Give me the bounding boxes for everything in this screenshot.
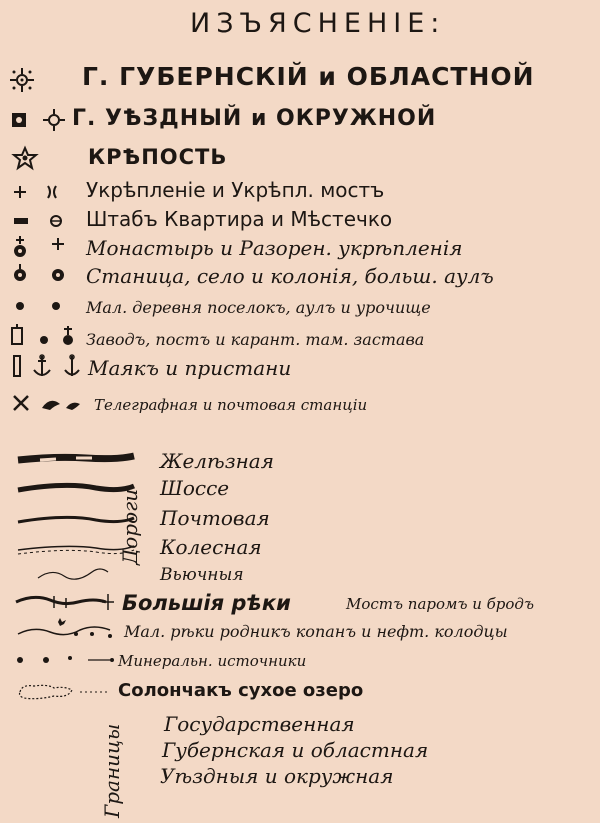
small-river-icon [14,616,124,644]
road-trail-label: Вьючныя [160,565,244,585]
post-road-line-icon [18,517,134,522]
pack-trail-line-icon [38,569,108,579]
legend-title: ИЗЪЯСНЕНIЕ: [190,8,446,39]
border-province-label: Губернская и областная [162,738,429,762]
mineral-spring-icon [14,648,124,670]
big-river-note: Мостъ паромъ и бродъ [346,595,534,613]
district-city-icon [10,108,70,132]
big-river-label: Большiя рѣки [122,591,291,615]
border-district-label: Уѣздныя и окружная [160,764,394,788]
mineral-spring-label: Минеральн. источники [118,652,307,670]
road-railway-label: Желѣзная [160,449,274,473]
road-post-label: Почтовая [160,506,270,530]
telegraph-post-icon [10,392,86,414]
lighthouse-anchor-icon [10,352,84,382]
salt-marsh-label: Солончакъ сухое озеро [118,680,364,701]
district-city-label: Г. УѢЗДНЫЙ и ОКРУЖНОЙ [72,106,437,131]
fortification-label: Укрѣпленiе и Укрѣпл. мостъ [86,178,385,202]
provincial-city-label: Г. ГУБЕРНСКIЙ и ОБЛАСТНОЙ [82,62,535,91]
fortress-icon [12,146,38,170]
fortification-icon [12,182,62,202]
big-river-icon [14,590,124,618]
road-highway-label: Шоссе [160,476,230,500]
factory-post-icon [8,322,82,350]
provincial-city-icon [8,66,36,94]
road-cart-label: Колесная [160,535,262,559]
monastery-label: Монастырь и Разорен. укрѣпленiя [86,236,463,260]
hamlet-icon [12,298,68,314]
headquarters-label: Штабъ Квартира и Мѣстечко [86,207,393,231]
lighthouse-label: Маякъ и пристани [88,356,292,380]
small-river-label: Мал. рѣки родникъ копанъ и нефт. колодцы [124,622,508,641]
fortress-label: КРѢПОСТЬ [88,145,228,169]
village-icon [12,262,68,284]
monastery-icon [12,234,68,262]
highway-line-icon [18,485,134,490]
road-lines [16,448,140,598]
factory-post-label: Заводъ, постъ и карант. там. застава [86,330,425,349]
hamlet-label: Мал. деревня поселокъ, аулъ и урочище [86,298,431,317]
railway-line-icon [18,456,134,460]
telegraph-label: Телеграфная и почтовая станцiи [94,396,368,414]
borders-heading: Границы [100,723,124,818]
roads-heading: Дороги [118,488,142,565]
headquarters-icon [12,212,68,230]
village-label: Станица, село и колонiя, больш. аулъ [86,264,494,288]
cart-road-line-icon [18,546,134,550]
salt-marsh-icon [14,680,114,702]
border-state-label: Государственная [164,712,355,736]
